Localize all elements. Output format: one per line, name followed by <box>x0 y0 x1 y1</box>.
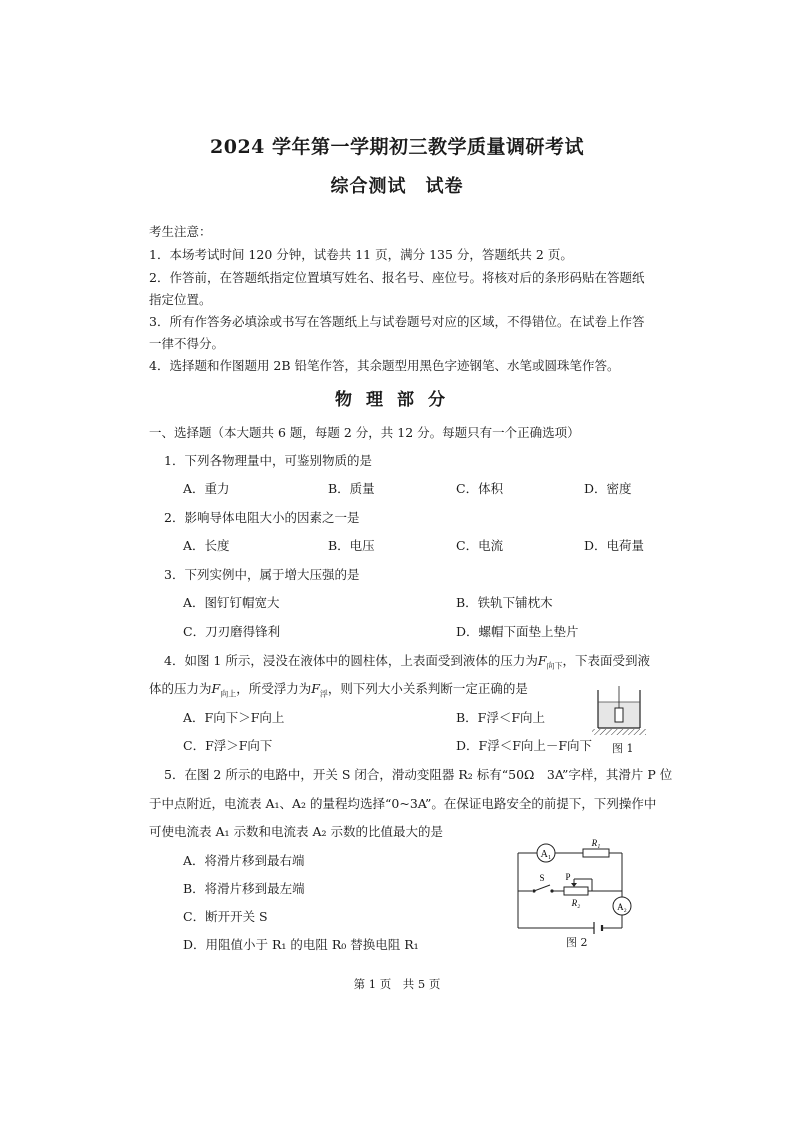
q2-option-b: B．电压 <box>328 538 375 553</box>
ammeter-a2-label: A₂ <box>617 902 627 912</box>
switch-s <box>534 885 550 891</box>
q1-option-a: A．重力 <box>183 481 230 496</box>
q2-stem: 2．影响导体电阻大小的因素之一是 <box>164 510 360 525</box>
q4-line-1: 4．如图 1 所示，浸没在液体中的圆柱体，上表面受到液体的压力为$F_{向下}$，下表面受到液 <box>164 653 651 671</box>
q4-option-b: B．F浮＜F向上 <box>456 710 546 725</box>
q3-option-d: D．螺帽下面垫上垫片 <box>456 624 579 639</box>
notice-item-4: 4．选择题和作图题用 2B 铅笔作答，其余题型用黑色字迹钢笔、水笔或圆珠笔作答。 <box>149 358 620 373</box>
q5-line-3: 可使电流表 A₁ 示数和电流表 A₂ 示数的比值最大的是 <box>149 824 443 839</box>
q1-option-d: D．密度 <box>584 481 632 496</box>
figure-2-circuit <box>510 836 640 936</box>
q4-option-a: A．F向下＞F向上 <box>183 710 285 725</box>
q3-option-b: B．铁轨下铺枕木 <box>456 595 553 610</box>
figure-1-caption: 图 1 <box>612 742 634 755</box>
q2-option-d: D．电荷量 <box>584 538 645 553</box>
figure-1-diagram <box>592 686 646 738</box>
figure-2-caption: 图 2 <box>566 936 588 949</box>
rheostat-r2-label: R₂ <box>571 898 581 908</box>
slider-p-label: P <box>565 872 571 882</box>
part1-heading: 一、选择题（本大题共 6 题，每题 2 分，共 12 分。每题只有一个正确选项） <box>149 425 580 440</box>
q5-line-2: 于中点附近，电流表 A₁、A₂ 的量程均选择“0~3A”。在保证电路安全的前提下，下列操作中 <box>149 796 657 811</box>
notice-item-3: 3．所有作答务必填涂或书写在答题纸上与试卷题号对应的区域，不得错位。在试卷上作答 <box>149 314 645 329</box>
notice-item-1: 1．本场考试时间 120 分钟，试卷共 11 页，满分 135 分，答题纸共 2 页。 <box>149 247 573 262</box>
notice-item-2-cont: 指定位置。 <box>149 292 212 307</box>
q3-option-a: A．图钉钉帽宽大 <box>183 595 280 610</box>
resistor-r1 <box>583 849 609 857</box>
q1-option-b: B．质量 <box>328 481 375 496</box>
notice-heading: 考生注意： <box>149 224 212 239</box>
q5-option-b: B．将滑片移到最左端 <box>183 881 305 896</box>
switch-s-label: S <box>539 873 545 883</box>
q2-option-a: A．长度 <box>183 538 230 553</box>
q1-stem: 1．下列各物理量中，可鉴别物质的是 <box>164 453 372 468</box>
q3-stem: 3．下列实例中，属于增大压强的是 <box>164 567 360 582</box>
ground-hatch <box>592 729 646 735</box>
exam-title: 2024 学年第一学期初三教学质量调研考试 <box>210 136 584 158</box>
q5-line-1: 5．在图 2 所示的电路中，开关 S 闭合，滑动变阻器 R₂ 标有“50Ω 3A”字样，其滑片 P 位 <box>164 767 673 782</box>
rheostat-r2 <box>564 887 588 895</box>
q5-option-d: D．用阻值小于 R₁ 的电阻 R₀ 替换电阻 R₁ <box>183 937 419 952</box>
q1-option-c: C．体积 <box>456 481 504 496</box>
q4-line-2: 体的压力为$F_{向上}$，所受浮力为$F_浮$，则下列大小关系判断一定正确的是 <box>149 681 528 699</box>
section-title: 物理部分 <box>335 390 459 410</box>
notice-item-2: 2．作答前，在答题纸指定位置填写姓名、报名号、座位号。将核对后的条形码贴在答题纸 <box>149 270 645 285</box>
q5-option-a: A．将滑片移到最右端 <box>183 853 305 868</box>
page-footer: 第 1 页 共 5 页 <box>353 977 441 991</box>
q4-option-d: D．F浮＜F向上－F向下 <box>456 738 593 753</box>
ammeter-a1-label: A₁ <box>540 849 552 860</box>
q5-option-c: C．断开开关 S <box>183 909 268 924</box>
cylinder <box>615 708 623 722</box>
q4-option-c: C．F浮＞F向下 <box>183 738 273 753</box>
q3-option-c: C．刀刃磨得锋利 <box>183 624 281 639</box>
resistor-r1-label: R₁ <box>591 838 601 848</box>
q2-option-c: C．电流 <box>456 538 504 553</box>
notice-item-3-cont: 一律不得分。 <box>149 336 225 351</box>
exam-subtitle: 综合测试 试卷 <box>330 176 464 197</box>
